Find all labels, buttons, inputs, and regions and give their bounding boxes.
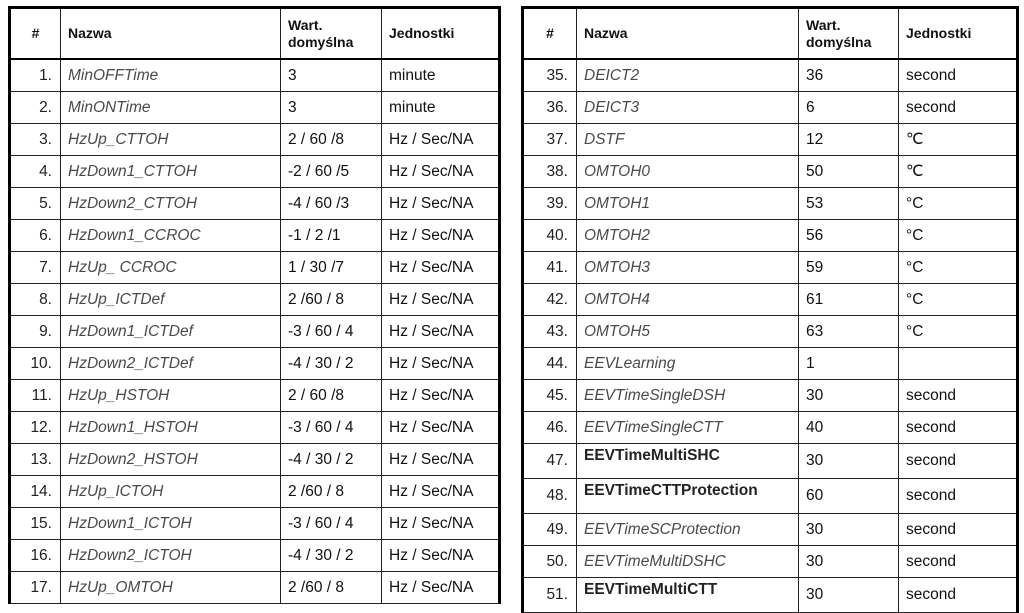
default-value: 56 bbox=[799, 220, 899, 252]
parameter-name: HzDown1_ICTDef bbox=[61, 316, 281, 348]
parameter-name: EEVTimeSingleCTT bbox=[577, 412, 799, 444]
table-row bbox=[523, 578, 1018, 613]
parameter-name: OMTOH5 bbox=[577, 316, 799, 348]
unit bbox=[899, 348, 1018, 380]
parameter-name: DEICT3 bbox=[577, 92, 799, 124]
parameter-table-right bbox=[521, 6, 1019, 613]
row-number: 38. bbox=[523, 156, 577, 188]
table-row bbox=[10, 412, 500, 444]
table-row bbox=[523, 252, 1018, 284]
unit: °C bbox=[899, 220, 1018, 252]
unit: Hz / Sec/NA bbox=[382, 508, 500, 540]
parameter-name: HzUp_CTTOH bbox=[61, 124, 281, 156]
table-row bbox=[10, 316, 500, 348]
table-row bbox=[523, 59, 1018, 92]
parameter-name: HzDown2_HSTOH bbox=[61, 444, 281, 476]
row-number: 4. bbox=[10, 156, 61, 188]
row-number: 35. bbox=[523, 59, 577, 92]
row-number: 13. bbox=[10, 444, 61, 476]
parameter-name: OMTOH0 bbox=[577, 156, 799, 188]
row-number: 3. bbox=[10, 124, 61, 156]
default-value: 30 bbox=[799, 380, 899, 412]
row-number: 39. bbox=[523, 188, 577, 220]
table-row bbox=[10, 284, 500, 316]
table-row bbox=[10, 124, 500, 156]
row-number: 43. bbox=[523, 316, 577, 348]
unit: second bbox=[899, 546, 1018, 578]
row-number: 48. bbox=[523, 479, 577, 514]
unit: second bbox=[899, 59, 1018, 92]
default-value: 2 /60 / 8 bbox=[281, 284, 382, 316]
row-number: 2. bbox=[10, 92, 61, 124]
default-value: 61 bbox=[799, 284, 899, 316]
parameter-name: HzDown2_CTTOH bbox=[61, 188, 281, 220]
default-value: 60 bbox=[799, 479, 899, 514]
default-value: 6 bbox=[799, 92, 899, 124]
unit: °C bbox=[899, 188, 1018, 220]
header-number: # bbox=[523, 8, 577, 60]
header-name: Nazwa bbox=[61, 8, 281, 60]
default-value: 30 bbox=[799, 514, 899, 546]
table-row bbox=[10, 220, 500, 252]
table-row bbox=[10, 188, 500, 220]
row-number: 41. bbox=[523, 252, 577, 284]
row-number: 51. bbox=[523, 578, 577, 613]
parameter-name: MinONTime bbox=[61, 92, 281, 124]
row-number: 40. bbox=[523, 220, 577, 252]
table-row bbox=[10, 59, 500, 92]
unit: second bbox=[899, 92, 1018, 124]
default-value: -4 / 30 / 2 bbox=[281, 444, 382, 476]
header-name: Nazwa bbox=[577, 8, 799, 60]
header-number: # bbox=[10, 8, 61, 60]
default-value: 63 bbox=[799, 316, 899, 348]
unit: ℃ bbox=[899, 156, 1018, 188]
parameter-name: HzDown1_CTTOH bbox=[61, 156, 281, 188]
row-number: 49. bbox=[523, 514, 577, 546]
header-default-line2: domyślna bbox=[288, 33, 354, 50]
table-row bbox=[523, 124, 1018, 156]
header-default-value bbox=[281, 8, 382, 60]
parameter-name: OMTOH4 bbox=[577, 284, 799, 316]
unit: Hz / Sec/NA bbox=[382, 188, 500, 220]
parameter-name: EEVTimeSingleDSH bbox=[577, 380, 799, 412]
table-row bbox=[523, 188, 1018, 220]
row-number: 10. bbox=[10, 348, 61, 380]
row-number: 47. bbox=[523, 444, 577, 479]
parameter-name: HzDown2_ICTDef bbox=[61, 348, 281, 380]
default-value: 2 /60 / 8 bbox=[281, 572, 382, 604]
table-row bbox=[523, 316, 1018, 348]
parameter-name: HzUp_ICTDef bbox=[61, 284, 281, 316]
parameter-name: OMTOH2 bbox=[577, 220, 799, 252]
parameter-name: HzDown1_HSTOH bbox=[61, 412, 281, 444]
table-row bbox=[523, 92, 1018, 124]
unit: Hz / Sec/NA bbox=[382, 412, 500, 444]
default-value: 3 bbox=[281, 59, 382, 92]
table-row bbox=[10, 540, 500, 572]
parameter-name: EEVTimeMultiSHC bbox=[577, 444, 799, 479]
default-value: 30 bbox=[799, 444, 899, 479]
default-value: 2 / 60 /8 bbox=[281, 124, 382, 156]
header-default-line1: Wart. bbox=[806, 16, 841, 33]
parameter-table-left bbox=[8, 6, 501, 604]
row-number: 8. bbox=[10, 284, 61, 316]
parameter-name: OMTOH1 bbox=[577, 188, 799, 220]
table-row bbox=[10, 444, 500, 476]
unit: Hz / Sec/NA bbox=[382, 540, 500, 572]
unit: °C bbox=[899, 284, 1018, 316]
default-value: 53 bbox=[799, 188, 899, 220]
table-header-row bbox=[10, 8, 500, 60]
table-row bbox=[523, 444, 1018, 479]
parameter-name: EEVTimeCTTProtection bbox=[577, 479, 799, 514]
row-number: 44. bbox=[523, 348, 577, 380]
default-value: 12 bbox=[799, 124, 899, 156]
unit: second bbox=[899, 578, 1018, 613]
parameter-name: HzDown1_ICTOH bbox=[61, 508, 281, 540]
parameter-name: HzDown1_CCROC bbox=[61, 220, 281, 252]
row-number: 17. bbox=[10, 572, 61, 604]
row-number: 5. bbox=[10, 188, 61, 220]
row-number: 14. bbox=[10, 476, 61, 508]
header-units: Jednostki bbox=[899, 8, 1018, 60]
default-value: 1 bbox=[799, 348, 899, 380]
unit: minute bbox=[382, 59, 500, 92]
table-row bbox=[523, 156, 1018, 188]
unit: Hz / Sec/NA bbox=[382, 252, 500, 284]
default-value: 30 bbox=[799, 546, 899, 578]
default-value: 1 / 30 /7 bbox=[281, 252, 382, 284]
parameter-name: DEICT2 bbox=[577, 59, 799, 92]
table-row bbox=[10, 348, 500, 380]
row-number: 16. bbox=[10, 540, 61, 572]
parameter-name: HzUp_HSTOH bbox=[61, 380, 281, 412]
parameter-name: MinOFFTime bbox=[61, 59, 281, 92]
default-value: -1 / 2 /1 bbox=[281, 220, 382, 252]
default-value: 40 bbox=[799, 412, 899, 444]
table-header-row bbox=[523, 8, 1018, 60]
parameter-name: HzDown2_ICTOH bbox=[61, 540, 281, 572]
table-row bbox=[523, 348, 1018, 380]
default-value: -3 / 60 / 4 bbox=[281, 316, 382, 348]
parameter-name: OMTOH3 bbox=[577, 252, 799, 284]
row-number: 42. bbox=[523, 284, 577, 316]
default-value: 30 bbox=[799, 578, 899, 613]
default-value: 2 /60 / 8 bbox=[281, 476, 382, 508]
default-value: -2 / 60 /5 bbox=[281, 156, 382, 188]
row-number: 1. bbox=[10, 59, 61, 92]
row-number: 9. bbox=[10, 316, 61, 348]
unit: ℃ bbox=[899, 124, 1018, 156]
unit: Hz / Sec/NA bbox=[382, 220, 500, 252]
parameter-name: HzUp_ CCROC bbox=[61, 252, 281, 284]
table-row bbox=[10, 380, 500, 412]
row-number: 15. bbox=[10, 508, 61, 540]
row-number: 12. bbox=[10, 412, 61, 444]
unit: Hz / Sec/NA bbox=[382, 124, 500, 156]
parameter-name: EEVTimeMultiDSHC bbox=[577, 546, 799, 578]
unit: °C bbox=[899, 252, 1018, 284]
table-row bbox=[10, 92, 500, 124]
header-default-line1: Wart. bbox=[288, 16, 323, 33]
row-number: 37. bbox=[523, 124, 577, 156]
row-number: 11. bbox=[10, 380, 61, 412]
unit: second bbox=[899, 380, 1018, 412]
table-row bbox=[523, 479, 1018, 514]
table-row bbox=[10, 508, 500, 540]
unit: second bbox=[899, 514, 1018, 546]
default-value: 2 / 60 /8 bbox=[281, 380, 382, 412]
parameter-name: DSTF bbox=[577, 124, 799, 156]
unit: second bbox=[899, 412, 1018, 444]
unit: Hz / Sec/NA bbox=[382, 476, 500, 508]
parameter-name: HzUp_ICTOH bbox=[61, 476, 281, 508]
header-default-value bbox=[799, 8, 899, 60]
default-value: -4 / 30 / 2 bbox=[281, 540, 382, 572]
header-units: Jednostki bbox=[382, 8, 500, 60]
table-row bbox=[523, 412, 1018, 444]
default-value: 3 bbox=[281, 92, 382, 124]
row-number: 36. bbox=[523, 92, 577, 124]
unit: Hz / Sec/NA bbox=[382, 348, 500, 380]
table-row bbox=[523, 546, 1018, 578]
table-row bbox=[10, 252, 500, 284]
unit: Hz / Sec/NA bbox=[382, 156, 500, 188]
header-default-line2: domyślna bbox=[806, 33, 872, 50]
default-value: 59 bbox=[799, 252, 899, 284]
table-row bbox=[523, 220, 1018, 252]
row-number: 45. bbox=[523, 380, 577, 412]
unit: Hz / Sec/NA bbox=[382, 572, 500, 604]
parameter-name: EEVTimeSCProtection bbox=[577, 514, 799, 546]
row-number: 46. bbox=[523, 412, 577, 444]
unit: Hz / Sec/NA bbox=[382, 444, 500, 476]
table-row bbox=[10, 572, 500, 604]
default-value: -4 / 30 / 2 bbox=[281, 348, 382, 380]
table-row bbox=[523, 514, 1018, 546]
unit: °C bbox=[899, 316, 1018, 348]
parameter-name: HzUp_OMTOH bbox=[61, 572, 281, 604]
table-row bbox=[10, 156, 500, 188]
table-row bbox=[523, 284, 1018, 316]
default-value: 50 bbox=[799, 156, 899, 188]
unit: Hz / Sec/NA bbox=[382, 284, 500, 316]
unit: minute bbox=[382, 92, 500, 124]
unit: second bbox=[899, 444, 1018, 479]
table-row bbox=[523, 380, 1018, 412]
parameter-name: EEVLearning bbox=[577, 348, 799, 380]
row-number: 7. bbox=[10, 252, 61, 284]
table-row bbox=[10, 476, 500, 508]
parameter-name: EEVTimeMultiCTT bbox=[577, 578, 799, 613]
row-number: 6. bbox=[10, 220, 61, 252]
unit: Hz / Sec/NA bbox=[382, 316, 500, 348]
default-value: -4 / 60 /3 bbox=[281, 188, 382, 220]
default-value: -3 / 60 / 4 bbox=[281, 412, 382, 444]
row-number: 50. bbox=[523, 546, 577, 578]
unit: second bbox=[899, 479, 1018, 514]
default-value: -3 / 60 / 4 bbox=[281, 508, 382, 540]
default-value: 36 bbox=[799, 59, 899, 92]
unit: Hz / Sec/NA bbox=[382, 380, 500, 412]
